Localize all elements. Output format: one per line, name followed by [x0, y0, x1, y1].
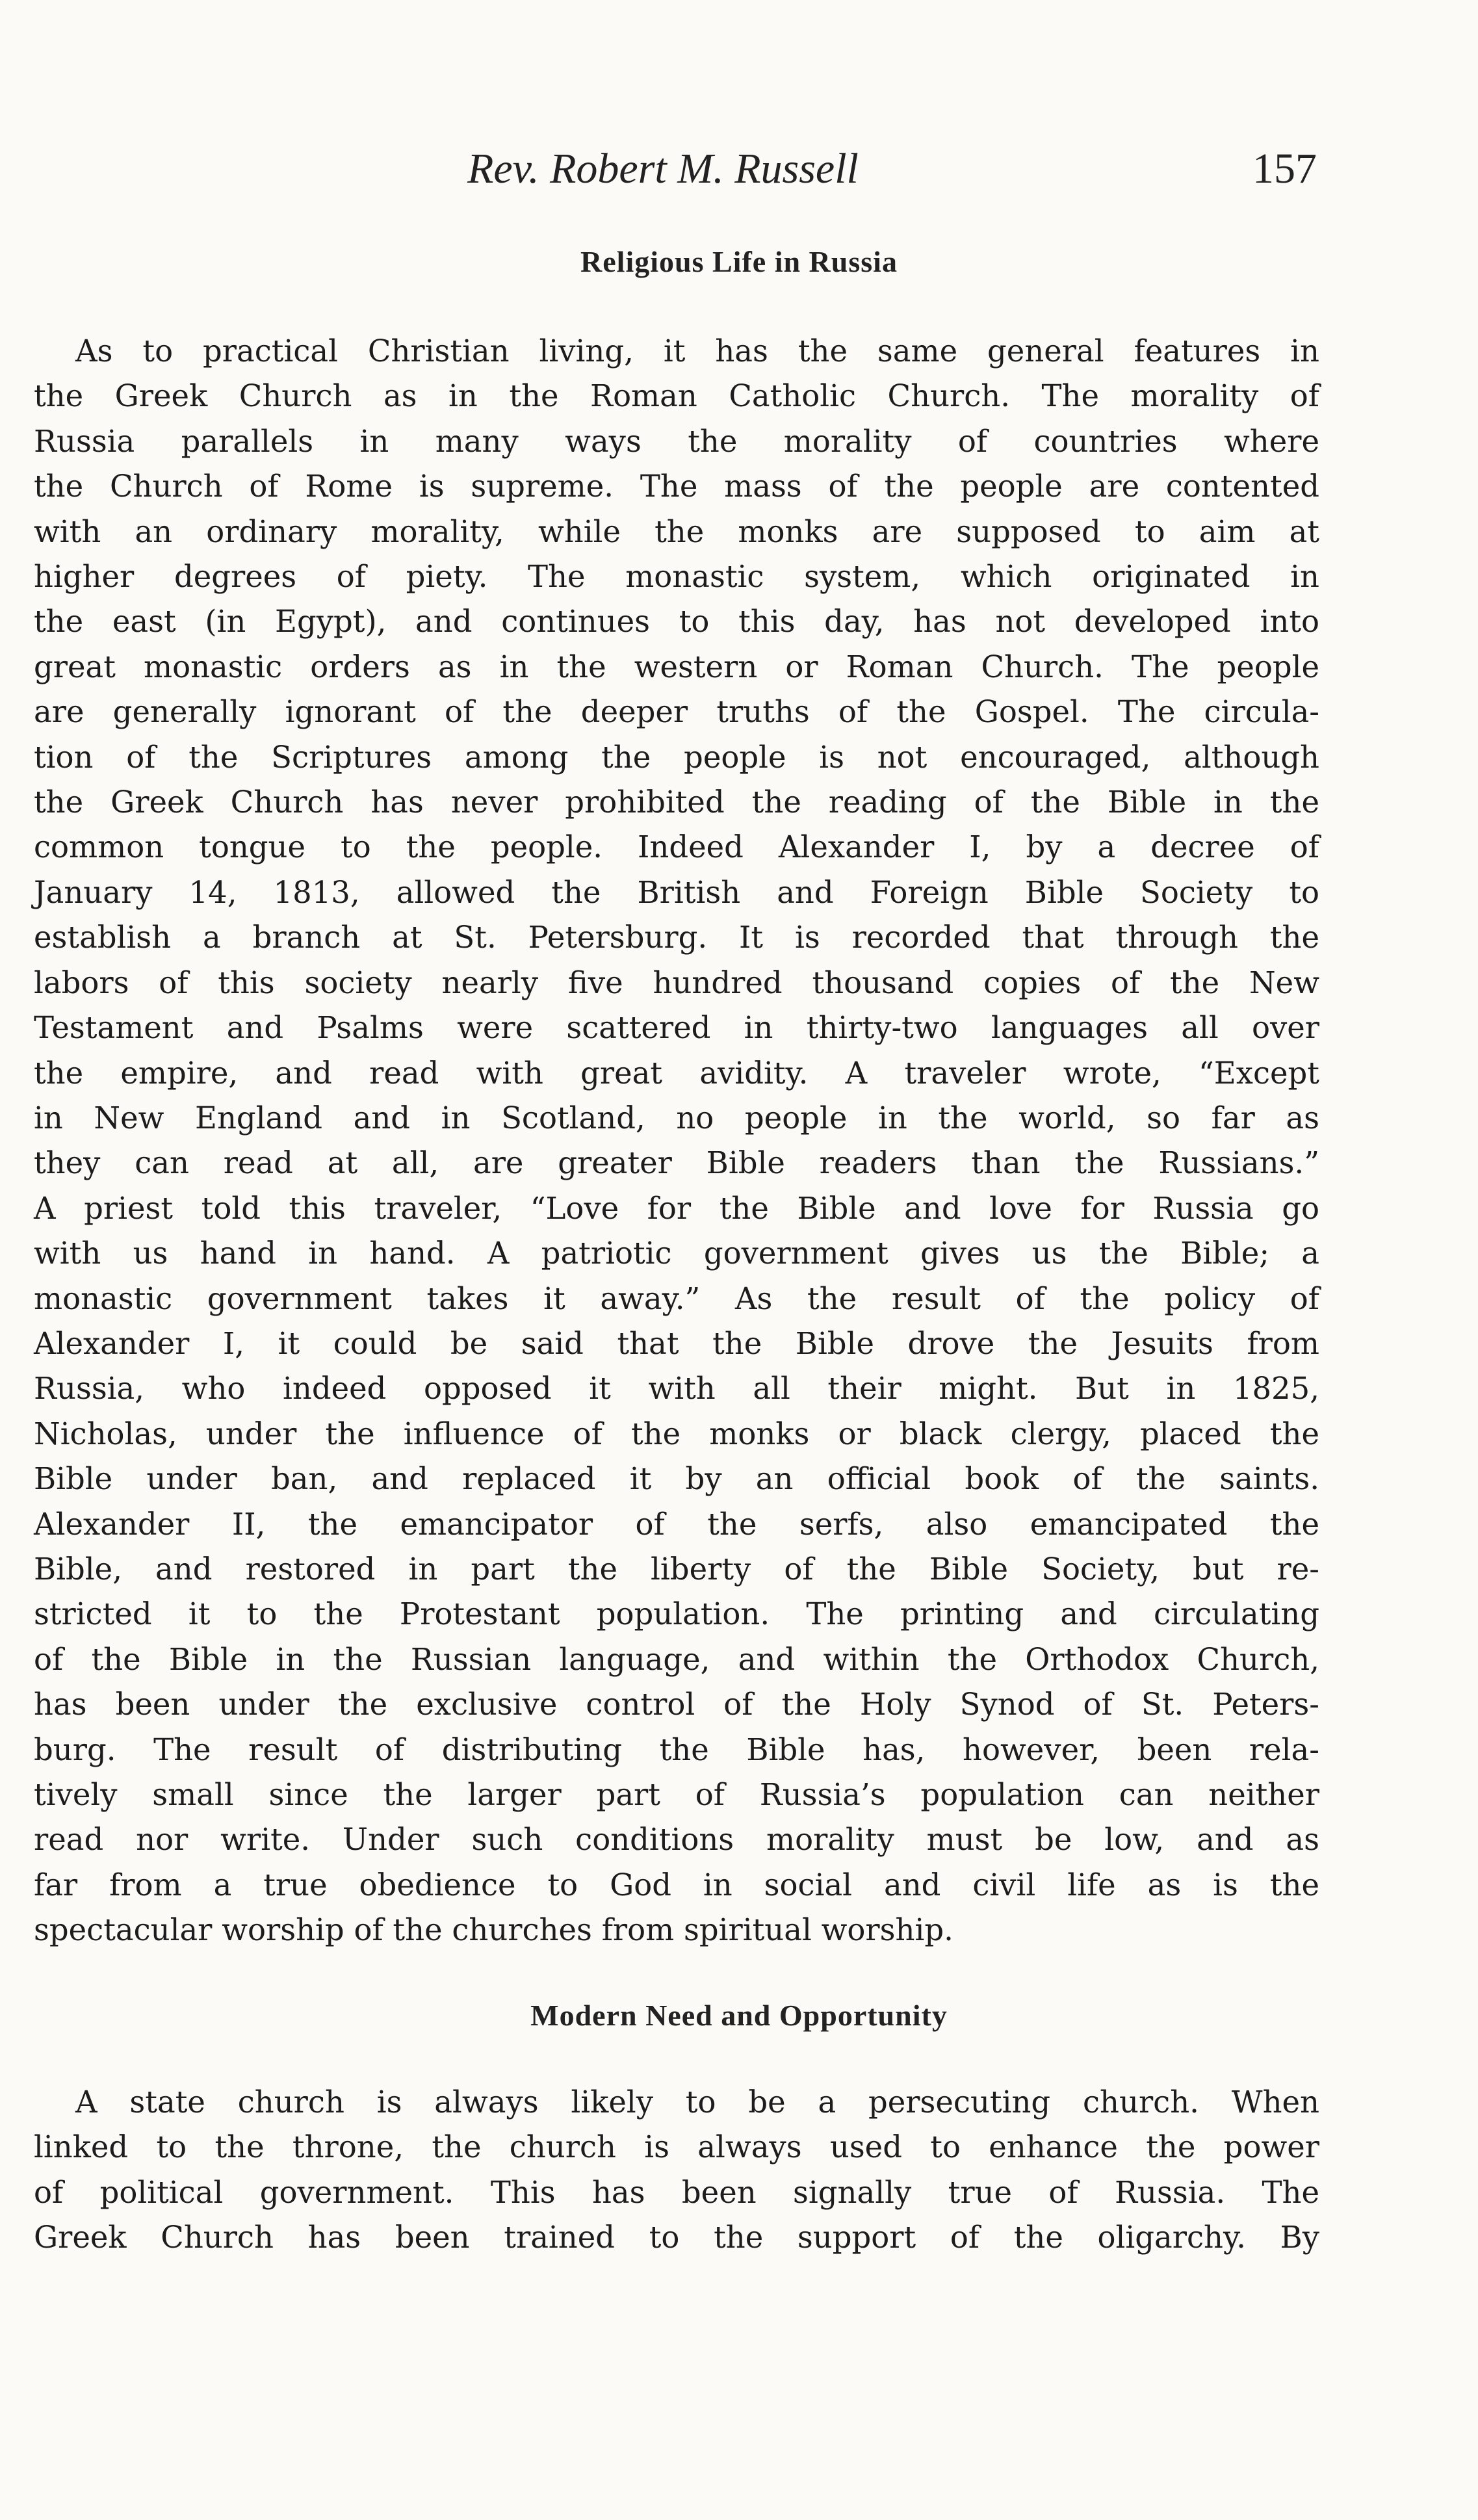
- text-line: Nicholas, under the influence of the monks or black clergy, placed the: [34, 1416, 1319, 1451]
- text-line: Alexander I, it could be said that the Bible drove the Jesuits from: [34, 1325, 1319, 1361]
- running-head: [0, 136, 1478, 201]
- text-line: common tongue to the people. Indeed Alexander I, by a decree of: [34, 829, 1319, 865]
- text-line: Bible under ban, and replaced it by an official book of the saints.: [34, 1461, 1319, 1497]
- page-number: 157: [1252, 145, 1317, 192]
- text-line: of political government. This has been signally true of Russia. The: [34, 2174, 1319, 2210]
- text-line: has been under the exclusive control of the Holy Synod of St. Peters-: [34, 1687, 1319, 1722]
- text-line: As to practical Christian living, it has the same general features in: [75, 333, 1319, 369]
- text-line: linked to the throne, the church is always used to enhance the power: [34, 2129, 1319, 2165]
- text-line: tively small since the larger part of Russia’s population can neither: [34, 1777, 1319, 1812]
- paragraph-religious-life: [34, 329, 1319, 1953]
- text-line: Greek Church has been trained to the support of the oligarchy. By: [34, 2220, 1319, 2255]
- text-line: of the Bible in the Russian language, and within the Orthodox Church,: [34, 1641, 1319, 1677]
- text-line: labors of this society nearly five hundred thousand copies of the New: [34, 965, 1319, 1000]
- text-line: the east (in Egypt), and continues to this day, has not developed into: [34, 604, 1319, 640]
- text-line: Russia parallels in many ways the morality of countries where: [34, 423, 1319, 459]
- running-title: Rev. Robert M. Russell: [467, 145, 859, 192]
- text-line: in New England and in Scotland, no people in the world, so far as: [34, 1100, 1319, 1136]
- text-line: with us hand in hand. A patriotic government gives us the Bible; a: [34, 1236, 1319, 1271]
- text-line: great monastic orders as in the western or Roman Church. The people: [34, 649, 1319, 684]
- text-line: with an ordinary morality, while the monks are supposed to aim at: [34, 513, 1319, 549]
- text-line: Testament and Psalms were scattered in thirty-two languages all over: [34, 1010, 1319, 1046]
- text-line: A state church is always likely to be a persecuting church. When: [75, 2085, 1319, 2120]
- text-line: far from a true obedience to God in social and civil life as is the: [34, 1867, 1319, 1903]
- text-line: they can read at all, are greater Bible readers than the Russians.”: [34, 1145, 1319, 1181]
- text-line: Alexander II, the emancipator of the serfs, also emancipated the: [34, 1506, 1319, 1542]
- text-line: tion of the Scriptures among the people is not encouraged, although: [34, 739, 1319, 775]
- text-line: spectacular worship of the churches from spiritual worship.: [34, 1912, 953, 1948]
- section-heading-religious-life: Religious Life in Russia: [580, 245, 898, 278]
- text-line: higher degrees of piety. The monastic system, which originated in: [34, 559, 1319, 595]
- text-line: stricted it to the Protestant population. The printing and circulating: [34, 1596, 1319, 1632]
- text-line: the Greek Church has never prohibited the reading of the Bible in the: [34, 785, 1319, 820]
- text-line: are generally ignorant of the deeper truths of the Gospel. The circula-: [34, 694, 1319, 730]
- text-line: January 14, 1813, allowed the British and Foreign Bible Society to: [34, 874, 1319, 910]
- text-line: read nor write. Under such conditions morality must be low, and as: [34, 1822, 1319, 1858]
- text-line: monastic government takes it away.” As the result of the policy of: [34, 1280, 1319, 1316]
- text-line: Russia, who indeed opposed it with all their might. But in 1825,: [34, 1371, 1319, 1407]
- text-line: burg. The result of distributing the Bible has, however, been rela-: [34, 1732, 1319, 1767]
- text-line: the Greek Church as in the Roman Catholic Church. The morality of: [34, 378, 1319, 414]
- text-line: A priest told this traveler, “Love for the Bible and love for Russia go: [34, 1190, 1319, 1226]
- section-heading-modern-need: Modern Need and Opportunity: [530, 1999, 948, 2032]
- text-line: Bible, and restored in part the liberty of the Bible Society, but re-: [34, 1551, 1319, 1587]
- text-line: the empire, and read with great avidity. A traveler wrote, “Except: [34, 1055, 1319, 1091]
- paragraph-modern-need: [34, 2080, 1319, 2261]
- text-line: the Church of Rome is supreme. The mass of the people are contented: [34, 469, 1319, 504]
- text-line: establish a branch at St. Petersburg. It is recorded that through the: [34, 920, 1319, 955]
